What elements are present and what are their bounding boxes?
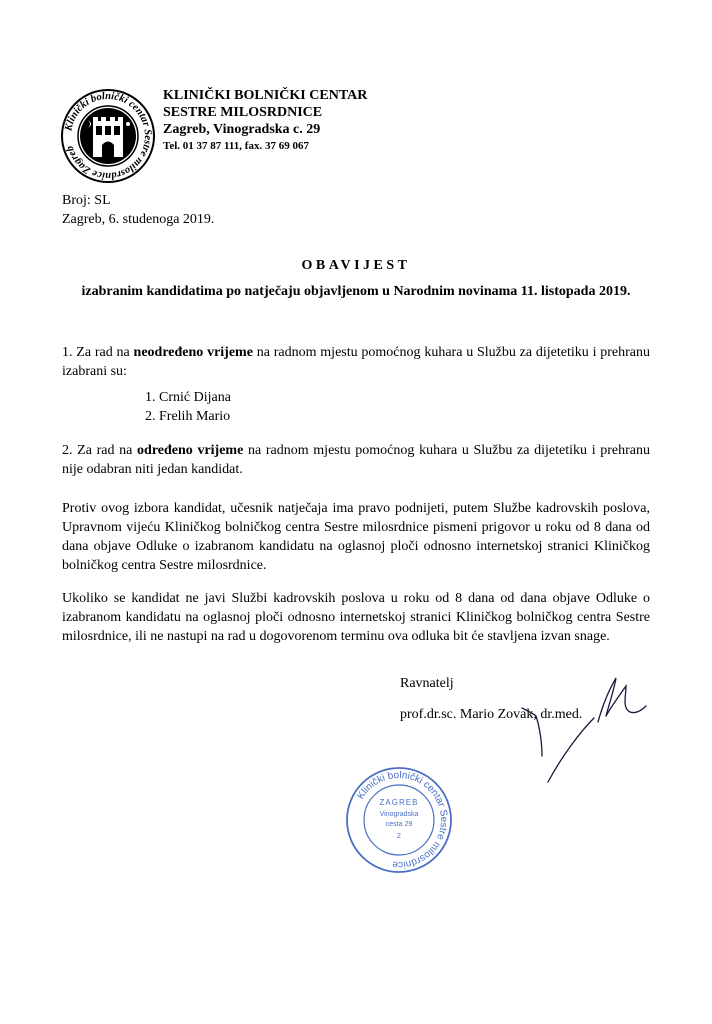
header-line-2: SESTRE MILOSRDNICE <box>163 105 323 120</box>
reference-number: Broj: SL <box>62 193 111 208</box>
candidate-list-item: 1. Crnić Dijana <box>145 390 231 405</box>
item-1-post: na radnom mjestu pomoćnog kuhara u Službu za dijetetiku i prehranu izabrani su: <box>62 345 650 379</box>
institution-header <box>163 87 367 155</box>
document-meta <box>62 191 214 229</box>
item-2-pre: 2. Za rad na <box>62 443 138 458</box>
logo-year-left: 18 <box>80 134 87 142</box>
header-line-1: KLINIČKI BOLNIČKI CENTAR <box>163 88 368 103</box>
item-1-bold: neodređeno vrijeme <box>133 345 253 360</box>
item-2-bold: određeno vrijeme <box>137 443 244 458</box>
paragraph-item-2 <box>62 441 650 479</box>
stamp-city: ZAGREB <box>379 798 419 807</box>
document-subtitle: izabranim kandidatima po natječaju objavljenom u Narodnim novinama 11. listopada 2019. <box>81 284 631 299</box>
document-date: Zagreb, 6. studenoga 2019. <box>62 212 215 227</box>
header-line-3: Zagreb, Vinogradska c. 29 <box>163 122 321 137</box>
header-contact: Tel. 01 37 87 111, fax. 37 69 067 <box>163 140 309 152</box>
paragraph-validity: Ukoliko se kandidat ne javi Službi kadrovskih poslova u roku od 8 dana od dana objave Odluke o izabranom kandidatu na oglasnoj ploči odnosno internetskoj stranici Kliničkog bolničkog centra Sestre milosrdnice, ili ne nastupi na rad u dogovorenom terminu ova odluka bit će stavljena izvan snage. <box>62 591 650 644</box>
signatory-name: prof.dr.sc. Mario Zovak, dr.med. <box>400 707 583 722</box>
logo-year-right: 46 <box>129 134 136 142</box>
document-title: OBAVIJEST <box>301 258 411 273</box>
hospital-logo <box>60 88 156 184</box>
candidate-list-item: 2. Frelih Mario <box>145 409 231 424</box>
stamp-id: 2 <box>397 833 401 840</box>
paragraph-appeal: Protiv ovog izbora kandidat, učesnik natječaja ima pravo podnijeti, putem Službe kadrovskih poslova, Upravnom vijeću Kliničkog bolničkog centra Sestre milosrdnice pismeni prigovor u roku od 8 dana od dana objave Odluke o izabranom kandidatu na oglasnoj ploči odnosno internetskoj stranici Kliničkog bolničkog centra Sestre milosrdnice. <box>62 501 650 573</box>
stamp-ring-text: Klinički bolnički centar Sestre milosrdnice <box>355 769 450 871</box>
castle-icon <box>80 108 136 164</box>
item-2-post: na radnom mjestu pomoćnog kuhara u Službu za dijetetiku i prehranu nije odabran niti jedan kandidat. <box>62 443 650 477</box>
item-1-pre: 1. Za rad na <box>62 345 134 360</box>
logo-ring-text: Klinički bolnički centar Sestre milosrdnice Zagreb <box>63 90 154 182</box>
handwritten-signature <box>470 672 650 792</box>
paragraph-item-1 <box>62 343 650 381</box>
stamp-number: cesta 29 <box>385 821 413 828</box>
official-stamp <box>344 765 454 875</box>
signatory-role: Ravnatelj <box>400 676 454 691</box>
stamp-street: Vinogradska <box>379 811 419 818</box>
